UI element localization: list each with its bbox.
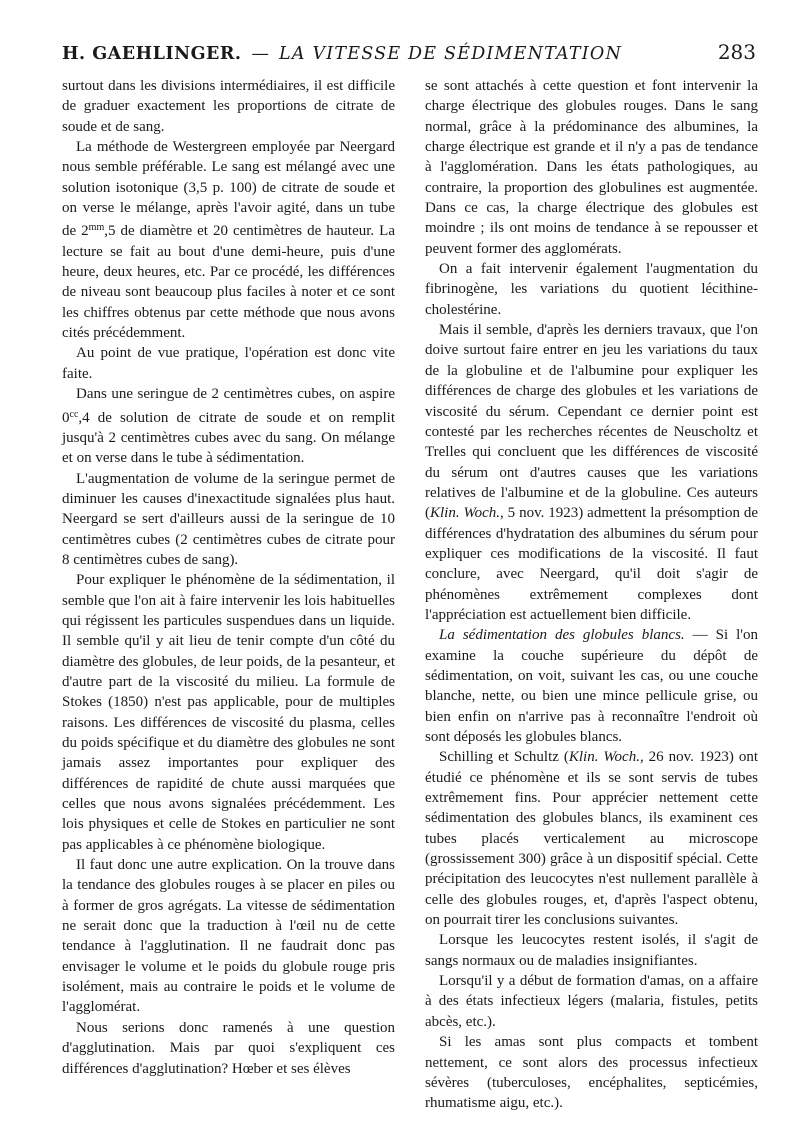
paragraph: se sont attachés à cette question et font intervenir la charge électrique des globules rouges. Dans le sang normal, grâce à la prédominance des albumines, la charge électrique est grande et il n'y a pas de tendance à l'agglomération. Dans les états pathologiques, au contraire, la proportion des globulines est augmentée. Dans ce cas, la charge électrique des globules est moindre ; ils ont moins de tendance à se repousser et peuvent former des agglomérats.: [425, 78, 758, 257]
header-separator: —: [251, 44, 270, 64]
section-heading: La sédimentation des globules blancs.: [439, 627, 685, 644]
paragraph-text: — Si l'on examine la couche supérieure du dépôt de sédimentation, on voit, suivant les cas, ou une couche blanche, nette, ou bien une mince pellicule grise, ou bien enfin on n'arrive pas à reconnaître l'endroit où sont déposés les globules blancs.: [425, 627, 758, 745]
paragraph: L'augmentation de volume de la seringue permet de diminuer les causes d'inexactitude signalées plus haut. Neergard se sert d'ailleurs aussi de la seringue de 10 centimètres cubes (2 centimètres cubes de citrate pour 8 centimètres cubes de sang).: [62, 470, 395, 568]
paragraph-text: , 26 nov. 1923) ont étudié ce phénomène et ils se sont servis de tubes extrêmement fins. Pour apprécier nettement cette sédimentation des globules blancs, ils examinent ces tubes placés verticalement au microscope (grossissement 300) grâce à un dispositif spécial. Cette précipitation des leucocytes n'est nullement parallèle à celle des globules rouges, et, d'après l'aspect obtenu, on pourrait tirer les conclusions suivantes.: [425, 749, 758, 929]
paragraph-text: Schilling et Schultz (: [439, 749, 569, 766]
journal-reference: Klin. Woch.: [430, 505, 501, 522]
journal-reference: Klin. Woch.: [568, 749, 640, 766]
paragraph: Au point de vue pratique, l'opération est donc vite faite.: [62, 345, 395, 382]
header-author: H. GAEHLINGER.: [62, 44, 242, 64]
paragraph: Lorsqu'il y a début de formation d'amas, on a affaire à des états infectieux légers (malaria, fistules, petits abcès, etc.).: [425, 973, 758, 1030]
header-title: LA VITESSE DE SÉDIMENTATION: [279, 44, 622, 64]
paragraph: [425, 747, 758, 930]
paragraph-text: Mais il semble, d'après les derniers travaux, que l'on doive surtout faire entrer en jeu les variations du taux de la globuline et de l'albumine pour expliquer les différences de charge des globules et les variations de viscosité du sérum. Cependant ce dernier point est contesté par les recherches récentes de Neuscholtz et Trelles qui concluent que les différences de viscosité du sérum ont d'autres causes que les variations relatives de l'albumine et de la globuline. Ces auteurs (: [425, 322, 758, 522]
paragraph-text: ,4 de solution de citrate de soude et on remplit jusqu'à 2 centimètres cubes avec du sang. On mélange et on verse dans le tube à sédimentation.: [62, 409, 395, 467]
paragraph: Nous serions donc ramenés à une question d'agglutination. Mais par quoi s'expliquent ces différences d'agglutination? Hœber et ses élèves: [62, 1019, 395, 1077]
body-columns: [62, 76, 758, 1114]
paragraph: [62, 384, 395, 468]
left-column: [62, 76, 395, 1114]
superscript: cc: [69, 408, 79, 420]
paragraph: Si les amas sont plus compacts et tombent nettement, ce sont alors des processus infectieux sévères (tuberculoses, encéphalites, septicémies, rhumatisme aigu, etc.).: [425, 1034, 758, 1112]
paragraph: [62, 137, 395, 343]
paragraph-text: Dans une seringue de 2 centimètres cubes, on aspire 0: [62, 386, 395, 426]
paragraph: surtout dans les divisions intermédiaires, il est difficile de graduer exactement les proportions de citrate de soude et de sang.: [62, 78, 395, 135]
running-header: [62, 40, 756, 74]
paragraph-text: , 5 nov. 1923) admettent la présomption de différences d'hydratation des albumines du sérum pour expliquer ces modifications de la viscosité. Il faut conclure, avec Neergard, qu'il doit s'agir de phénomènes extrêmement complexes dont l'appréciation est actuellement bien difficile.: [425, 505, 759, 623]
page-number: 283: [717, 40, 756, 64]
superscript: mm: [88, 222, 105, 234]
paragraph-text: ,5 de diamètre et 20 centimètres de hauteur. La lecture se fait au bout d'une demi-heure, puis d'une heure, deux heures, etc. Par ce procédé, les différences de niveau sont beaucoup plus faciles à noter et ce sont les chiffres obtenus par cette méthode que nous avons cités précédemment.: [62, 223, 395, 342]
paragraph: [425, 625, 758, 747]
paragraph: Pour expliquer le phénomène de la sédimentation, il semble que l'on ait à faire intervenir les lois habituelles qui régissent les particules suspendues dans un liquide. Il semble qu'il y ait lieu de tenir compte d'un côté du diamètre des globules, de leur poids, de la pesanteur, et d'autre part de la viscosité du milieu. La formule de Stokes (1850) n'est pas applicable, pour de multiples raisons. Les différences de viscosité du plasma, celles du poids spécifique et du diamètre des globules ne sont jamais assez importantes pour expliquer des différences de rapidité de chute aussi marquées que celles que nous avons signalées précédemment. Les lois physiques et celle de Stokes en particulier ne sont pas applicables à ce phénomène biologique.: [62, 572, 395, 853]
right-column: [425, 76, 758, 1114]
paragraph: Lorsque les leucocytes restent isolés, il s'agit de sangs normaux ou de maladies insignifiantes.: [425, 932, 758, 969]
paragraph: On a fait intervenir également l'augmentation du fibrinogène, les variations du quotient lécithine-cholestérine.: [425, 261, 758, 318]
paragraph-text: La méthode de Westergreen employée par Neergard nous semble préférable. Le sang est mélangé avec une solution isotonique (3,5 p. 100) de citrate de soude et on verse le mélange, après l'avoir agité, dans un tube de 2: [62, 139, 395, 240]
paragraph: [425, 320, 758, 625]
paragraph: Il faut donc une autre explication. On la trouve dans la tendance des globules rouges à se placer en piles ou à former de gros agrégats. La vitesse de sédimentation ne serait donc que la traduction à l'œil nu de cette tendance à l'agglutination. Il ne faudrait donc pas envisager le volume et le poids du globule rouge pris isolément, mais au contraire le poids et le volume de l'agglomérat.: [62, 857, 395, 1016]
